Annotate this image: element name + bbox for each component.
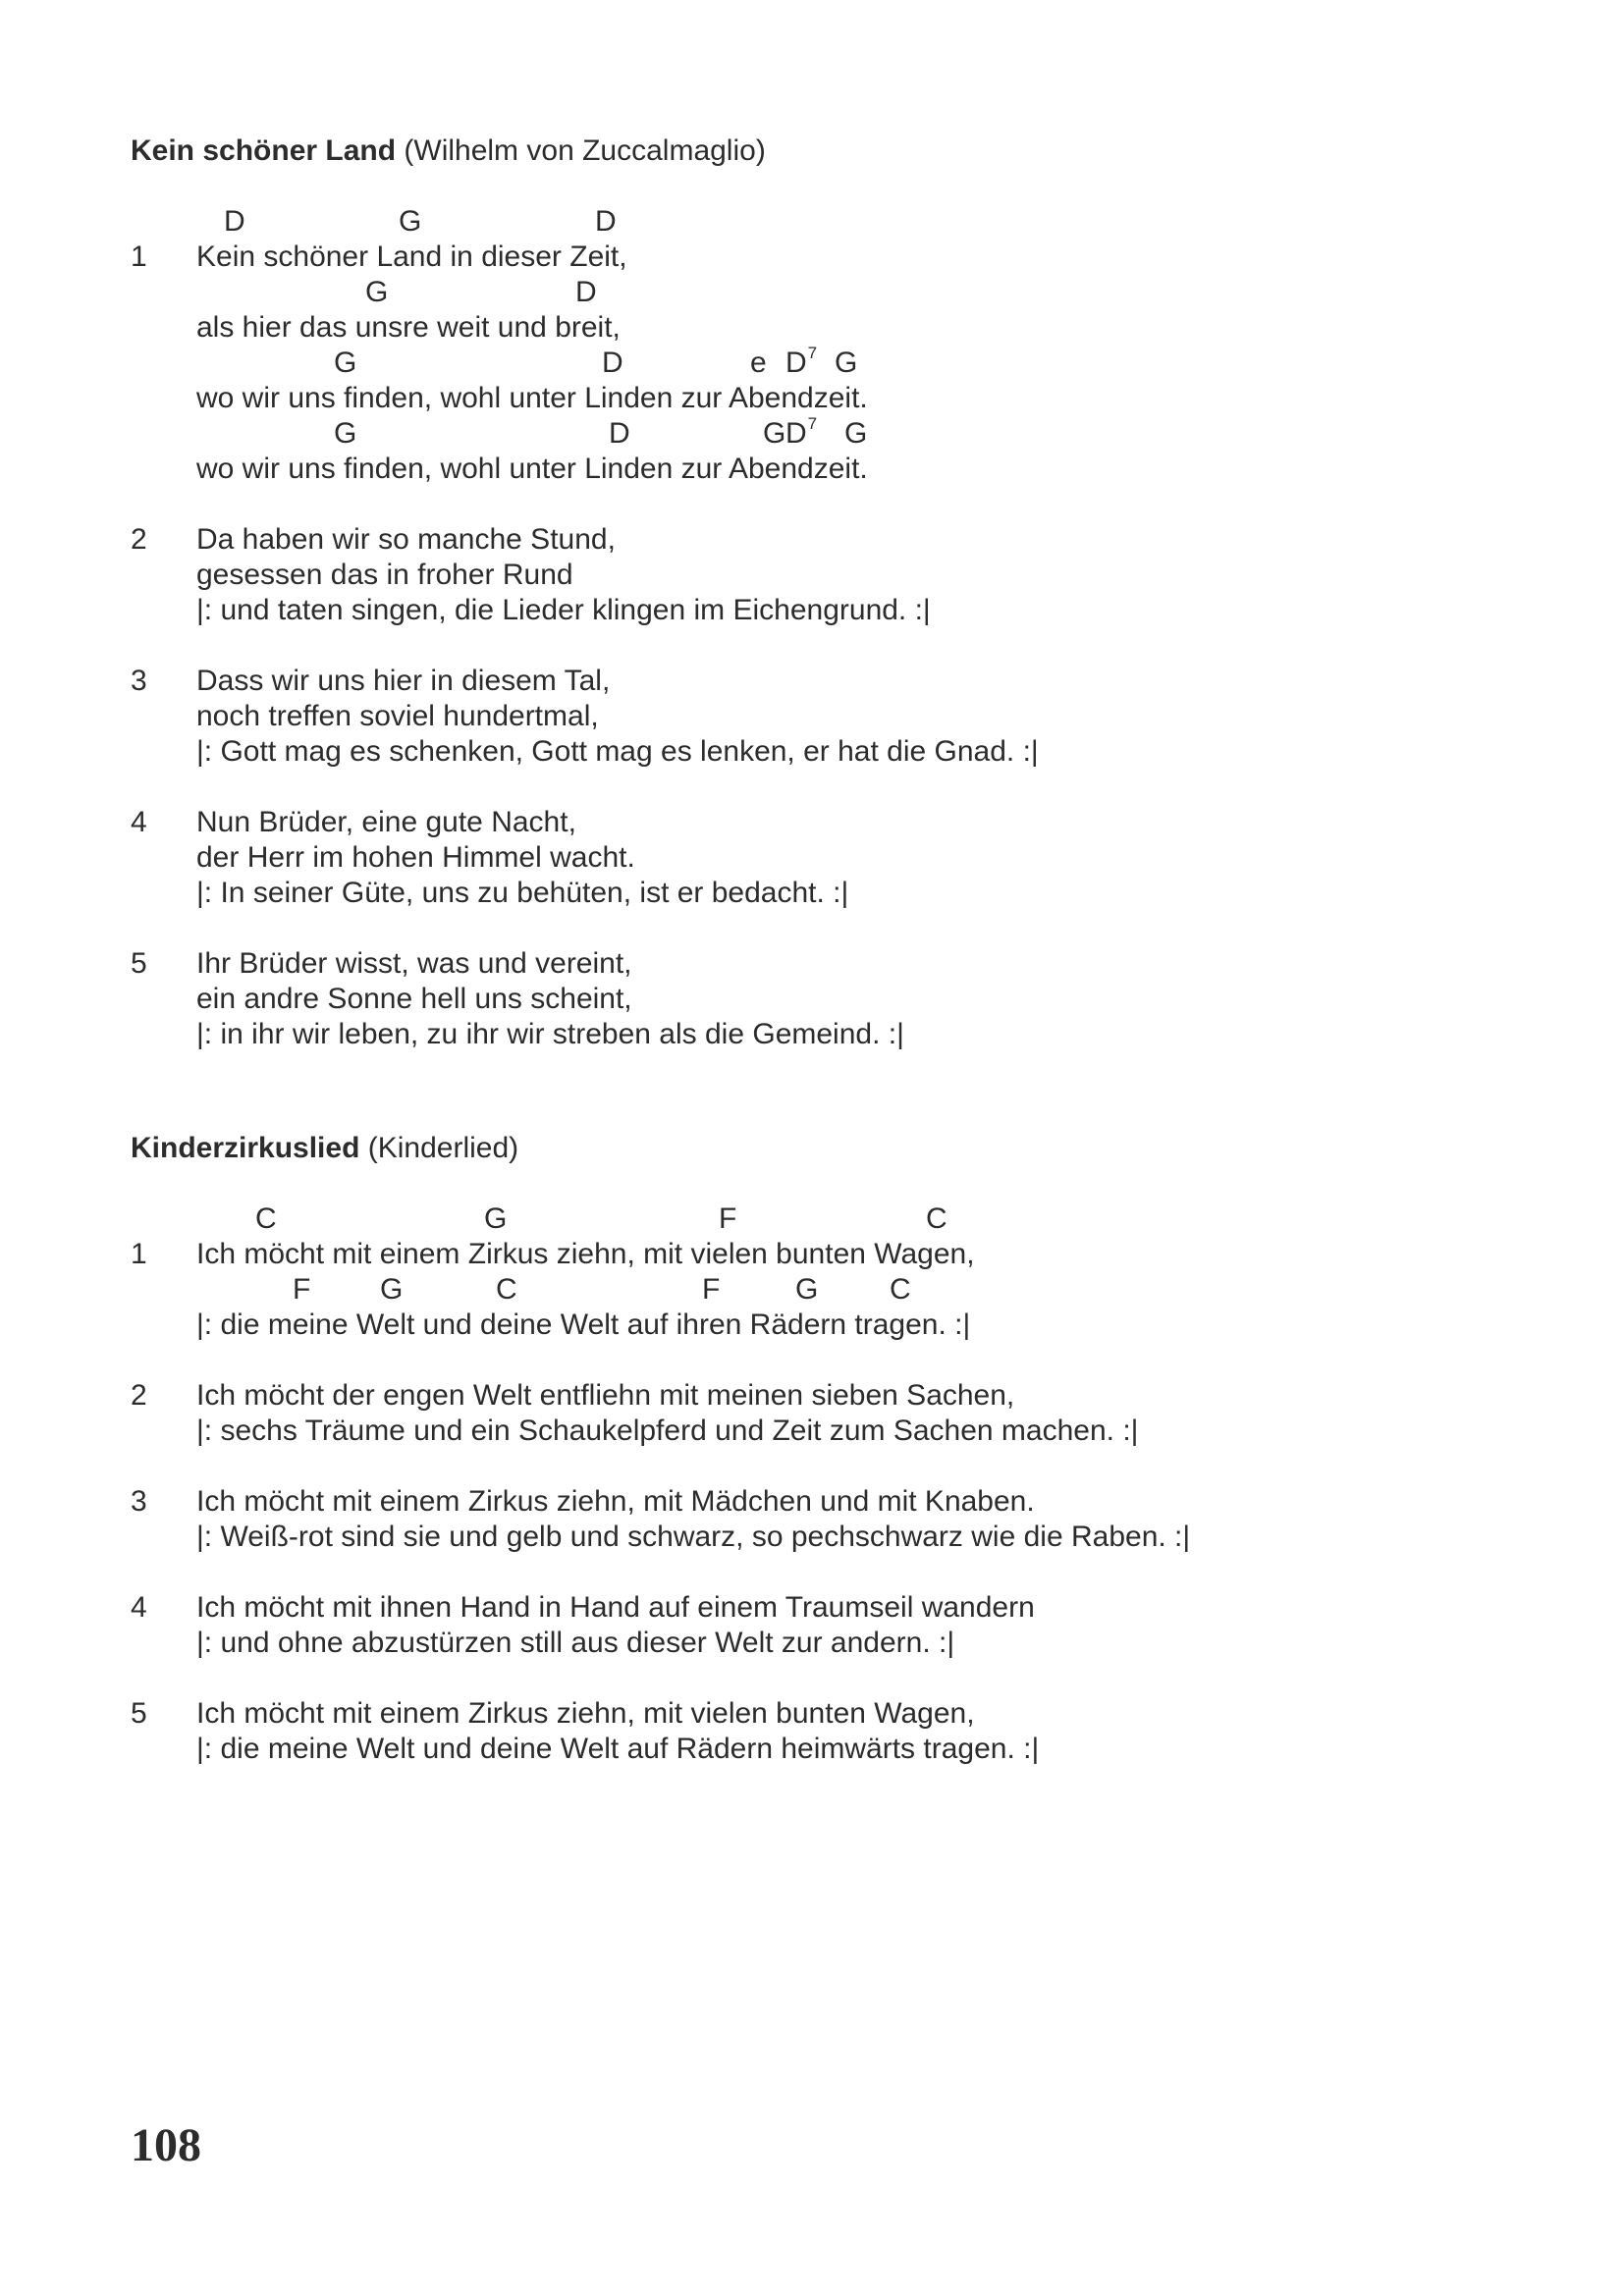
lyric-line: |: In seiner Güte, uns zu behüten, ist er bedacht. :| xyxy=(196,877,849,909)
chord xyxy=(224,204,245,240)
verse xyxy=(131,1201,1505,1343)
chord-name: D xyxy=(595,205,617,238)
verse xyxy=(131,522,1505,628)
verse xyxy=(131,664,1505,770)
chord-name: G xyxy=(365,276,389,308)
verse-lines xyxy=(196,1378,1505,1449)
lyric-line: Dass wir uns hier in diesem Tal, xyxy=(196,665,611,697)
verse xyxy=(131,1696,1505,1767)
page-number: 108 xyxy=(131,2119,201,2171)
verse xyxy=(131,1484,1505,1555)
chord-name: C xyxy=(890,1273,911,1306)
chord-name: D xyxy=(785,417,807,450)
verse xyxy=(131,204,1505,487)
verse-lines xyxy=(196,1696,1505,1767)
chord-name: G xyxy=(334,347,357,379)
verse-number: 4 xyxy=(131,1591,147,1624)
chord xyxy=(890,1272,911,1308)
chord xyxy=(785,416,817,452)
lyric-line: Ich möcht der engen Welt entfliehn mit meinen sieben Sachen, xyxy=(196,1379,1015,1412)
verse-number: 3 xyxy=(131,1485,147,1518)
verse xyxy=(131,1378,1505,1449)
chord-name: D xyxy=(575,276,597,308)
song-kinderzirkuslied xyxy=(131,1131,1505,1767)
chord-name: G xyxy=(844,417,868,450)
chord xyxy=(795,1272,818,1308)
chord-name: F xyxy=(293,1273,311,1306)
chord-extension: 7 xyxy=(807,414,818,433)
verse-number: 3 xyxy=(131,665,147,697)
song-author: (Wilhelm von Zuccalmaglio) xyxy=(404,134,766,167)
chord xyxy=(334,416,356,452)
verse-number: 4 xyxy=(131,806,147,838)
lyric-line: |: die meine Welt und deine Welt auf ihren Rädern tragen. :| xyxy=(196,1308,971,1341)
chord-row xyxy=(196,1272,1505,1308)
lyric-line: |: in ihr wir leben, zu ihr wir streben als die Gemeind. :| xyxy=(196,1018,904,1050)
chord xyxy=(496,1272,517,1308)
lyric-line: noch treffen soviel hundertmal, xyxy=(196,700,599,732)
chord-name: C xyxy=(926,1202,947,1235)
verse-lines xyxy=(196,204,1505,487)
chord xyxy=(763,416,785,452)
lyric-line: ein andre Sonne hell uns scheint, xyxy=(196,983,632,1015)
chord-name: G xyxy=(795,1273,819,1306)
chord xyxy=(293,1272,310,1308)
chord-name: G xyxy=(399,205,422,238)
song-title xyxy=(131,133,1505,169)
chord xyxy=(602,346,623,381)
verse-number: 5 xyxy=(131,1697,147,1730)
lyric-line: |: und ohne abzustürzen still aus dieser Welt zur andern. :| xyxy=(196,1627,955,1659)
lyric-line: Nun Brüder, eine gute Nacht, xyxy=(196,806,576,838)
chord-name: C xyxy=(255,1202,277,1235)
verse-number: 1 xyxy=(131,240,147,273)
lyric-line: |: Gott mag es schenken, Gott mag es lenken, er hat die Gnad. :| xyxy=(196,735,1039,768)
chord-name: G xyxy=(334,417,357,450)
lyric-line: |: und taten singen, die Lieder klingen im Eichengrund. :| xyxy=(196,594,931,626)
lyric-line: gesessen das in froher Rund xyxy=(196,559,573,591)
verse-number: 1 xyxy=(131,1238,147,1270)
verse-number: 2 xyxy=(131,1379,147,1412)
chord-extension: 7 xyxy=(807,344,818,362)
lyric-line: wo wir uns finden, wohl unter Linden zur Abendzeit. xyxy=(196,453,868,485)
chord-name: D xyxy=(609,417,630,450)
verse-lines xyxy=(196,664,1505,770)
song-title-name: Kinderzirkuslied xyxy=(131,1132,360,1164)
chord-row xyxy=(196,1201,1505,1237)
chord-name: e xyxy=(750,347,767,379)
chord xyxy=(719,1201,736,1237)
chord xyxy=(365,275,388,310)
lyric-line: Kein schöner Land in dieser Zeit, xyxy=(196,240,627,273)
verse-lines xyxy=(196,1484,1505,1555)
chord xyxy=(926,1201,947,1237)
lyric-line: |: die meine Welt und deine Welt auf Rädern heimwärts tragen. :| xyxy=(196,1733,1040,1765)
chord-name: C xyxy=(496,1273,517,1306)
verse-lines xyxy=(196,522,1505,628)
chord-name: D xyxy=(224,205,245,238)
lyric-line: Ich möcht mit einem Zirkus ziehn, mit vielen bunten Wagen, xyxy=(196,1697,975,1730)
chord-name: G xyxy=(835,347,858,379)
song-title xyxy=(131,1131,1505,1166)
chord xyxy=(255,1201,277,1237)
verse xyxy=(131,1590,1505,1661)
song-title-name: Kein schöner Land xyxy=(131,134,397,167)
verse-lines xyxy=(196,1201,1505,1343)
chord xyxy=(380,1272,403,1308)
chord-row xyxy=(196,275,1505,310)
chord-name: F xyxy=(702,1273,721,1306)
chord-name: D xyxy=(602,347,623,379)
lyric-line: |: Weiß-rot sind sie und gelb und schwarz, so pechschwarz wie die Raben. :| xyxy=(196,1521,1191,1553)
chord xyxy=(785,346,817,381)
chord-name: G xyxy=(380,1273,404,1306)
verse xyxy=(131,805,1505,911)
chord xyxy=(844,416,867,452)
chord xyxy=(595,204,617,240)
verse-lines xyxy=(196,946,1505,1052)
chord xyxy=(835,346,857,381)
lyric-line: der Herr im hohen Himmel wacht. xyxy=(196,841,635,874)
verse-lines xyxy=(196,805,1505,911)
chord-row xyxy=(196,346,1505,381)
song-author: (Kinderlied) xyxy=(367,1132,519,1164)
chord xyxy=(334,346,356,381)
chord-name: F xyxy=(719,1202,737,1235)
lyric-line: wo wir uns finden, wohl unter Linden zur Abendzeit. xyxy=(196,382,868,414)
chord xyxy=(399,204,421,240)
song-kein-schoener-land xyxy=(131,133,1505,1052)
verse-number: 5 xyxy=(131,947,147,980)
chord-name: G xyxy=(484,1202,508,1235)
lyric-line: Ihr Brüder wisst, was und vereint, xyxy=(196,947,632,980)
verse-number: 2 xyxy=(131,523,147,556)
chord xyxy=(750,346,767,381)
lyric-line: Ich möcht mit einem Zirkus ziehn, mit Mädchen und mit Knaben. xyxy=(196,1485,1035,1518)
chord xyxy=(484,1201,507,1237)
chord xyxy=(609,416,630,452)
verse-lines xyxy=(196,1590,1505,1661)
lyric-line: Ich möcht mit einem Zirkus ziehn, mit vielen bunten Wagen, xyxy=(196,1238,975,1270)
lyric-line: |: sechs Träume und ein Schaukelpferd und Zeit zum Sachen machen. :| xyxy=(196,1415,1139,1447)
chord xyxy=(702,1272,720,1308)
lyric-line: als hier das unsre weit und breit, xyxy=(196,311,621,344)
verse xyxy=(131,946,1505,1052)
lyric-line: Da haben wir so manche Stund, xyxy=(196,523,616,556)
chord-name: D xyxy=(785,347,807,379)
lyric-line: Ich möcht mit ihnen Hand in Hand auf einem Traumseil wandern xyxy=(196,1591,1035,1624)
chord-row xyxy=(196,204,1505,240)
chord-row xyxy=(196,416,1505,452)
chord xyxy=(575,275,597,310)
chord-name: G xyxy=(763,417,786,450)
